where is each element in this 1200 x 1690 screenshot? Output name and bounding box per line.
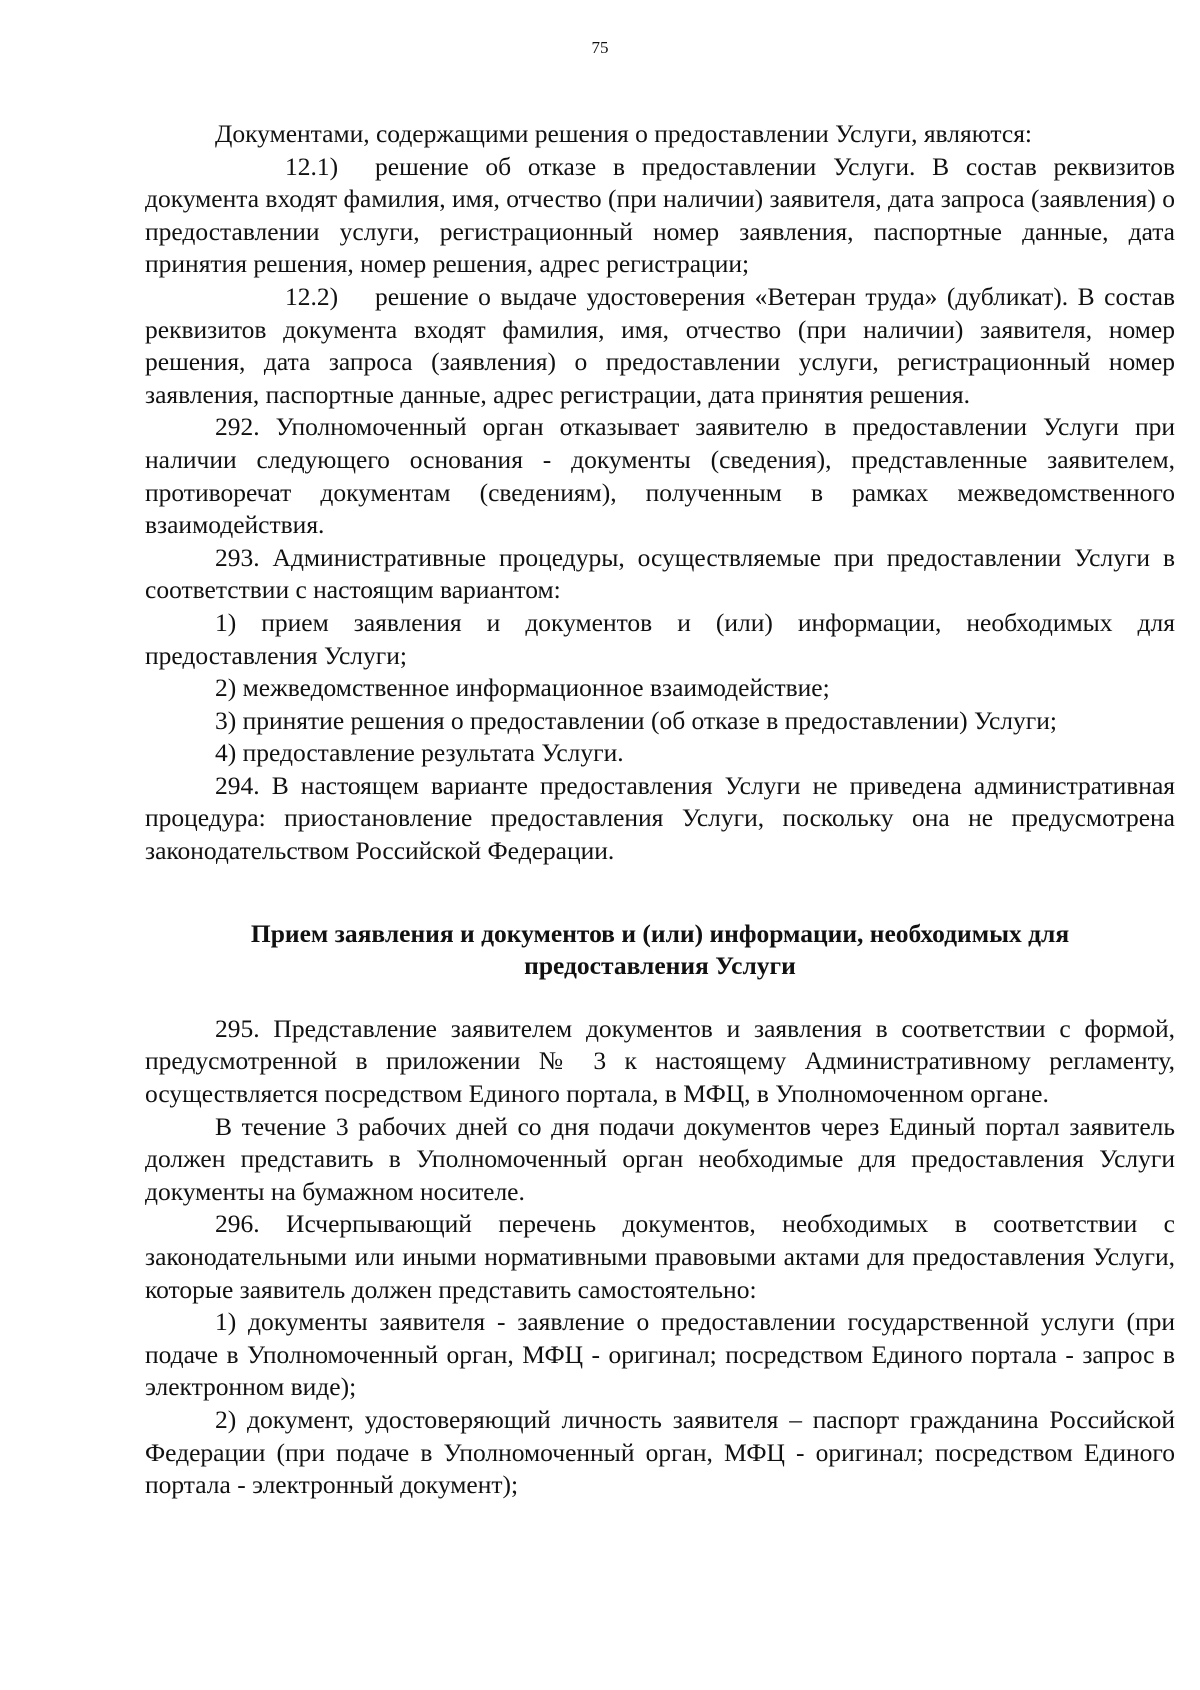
document-body (145, 118, 1175, 1502)
list-item-3: 3) принятие решения о предоставлении (об отказе в предоставлении) Услуги; (215, 705, 1057, 735)
list-item-4: 4) предоставление результата Услуги. (215, 738, 624, 768)
paragraph-293: 293. Административные процедуры, осуществляемые при предоставлении Услуги в соответствии с настоящим вариантом: (145, 542, 1175, 605)
paragraph-294: 294. В настоящем варианте предоставления Услуги не приведена административная процедура: приостановление предоставления Услуги, поскольку она не предусмотрена законодательством Российской Федерации. (145, 770, 1175, 866)
paragraph-intro: Документами, содержащими решения о предоставлении Услуги, являются: (215, 119, 1033, 148)
paragraph-number: 12.2) (285, 281, 339, 311)
list-item-1: 1) прием заявления и документов и (или) информации, необходимых для предоставления Услуги; (145, 607, 1175, 670)
paragraph-296: 296. Исчерпывающий перечень документов, необходимых в соответствии с законодательными или иными нормативными правовыми актами для предоставления Услуги, которые заявитель должен представить самостоятельно: (145, 1209, 1175, 1304)
list-item-documents-1: 1) документы заявителя - заявление о предоставлении государственной услуги (при подаче в Уполномоченный орган, МФЦ - оригинал; посредством Единого портала - запрос в электронном виде); (145, 1307, 1175, 1402)
paragraph-text: решение об отказе в предоставлении Услуги. В состав реквизитов документа входят фамилия, имя, отчество (при наличии) заявителя, дата запроса (заявления) о предоставлении услуги, регистрационный номер заявления, паспортные данные, дата принятия решения, номер решения, адрес регистрации; (145, 151, 1175, 279)
page-number: 75 (591, 38, 609, 57)
list-item-2: 2) межведомственное информационное взаимодействие; (215, 673, 830, 703)
paragraph-number: 12.1) (285, 151, 339, 181)
paragraph-295: 295. Представление заявителем документов и заявления в соответствии с формой, предусмотренной в приложении № 3 к настоящему Административному регламенту, осуществляется посредством Единого портала, в МФЦ, в Уполномоченном органе. (145, 1013, 1175, 1109)
paragraph-text: решение о выдаче удостоверения «Ветеран труда» (дубликат). В состав реквизитов документа входят фамилия, имя, отчество (при наличии) заявителя, номер решения, дата запроса (заявления) о предоставлении услуги, регистрационный номер заявления, паспортные данные, адрес регистрации, дата принятия решения. (145, 281, 1175, 409)
section-heading: Прием заявления и документов и (или) информации, необходимых для предоставления Услуги (250, 918, 1070, 981)
paragraph-12-1 (145, 151, 1175, 281)
list-item-documents-2: 2) документ, удостоверяющий личность заявителя – паспорт гражданина Российской Федерации (при подаче в Уполномоченный орган, МФЦ - оригинал; посредством Единого портала - электронный документ); (145, 1404, 1175, 1500)
paragraph-292: 292. Уполномоченный орган отказывает заявителю в предоставлении Услуги при наличии следующего основания - документы (сведения), представленные заявителем, противоречат документам (сведениям), полученным в рамках межведомственного взаимодействия. (145, 412, 1175, 540)
paragraph-deadline: В течение 3 рабочих дней со дня подачи документов через Единый портал заявитель должен представить в Уполномоченный орган необходимые для предоставления Услуги документы на бумажном носителе. (145, 1111, 1175, 1206)
paragraph-12-2 (145, 281, 1175, 411)
